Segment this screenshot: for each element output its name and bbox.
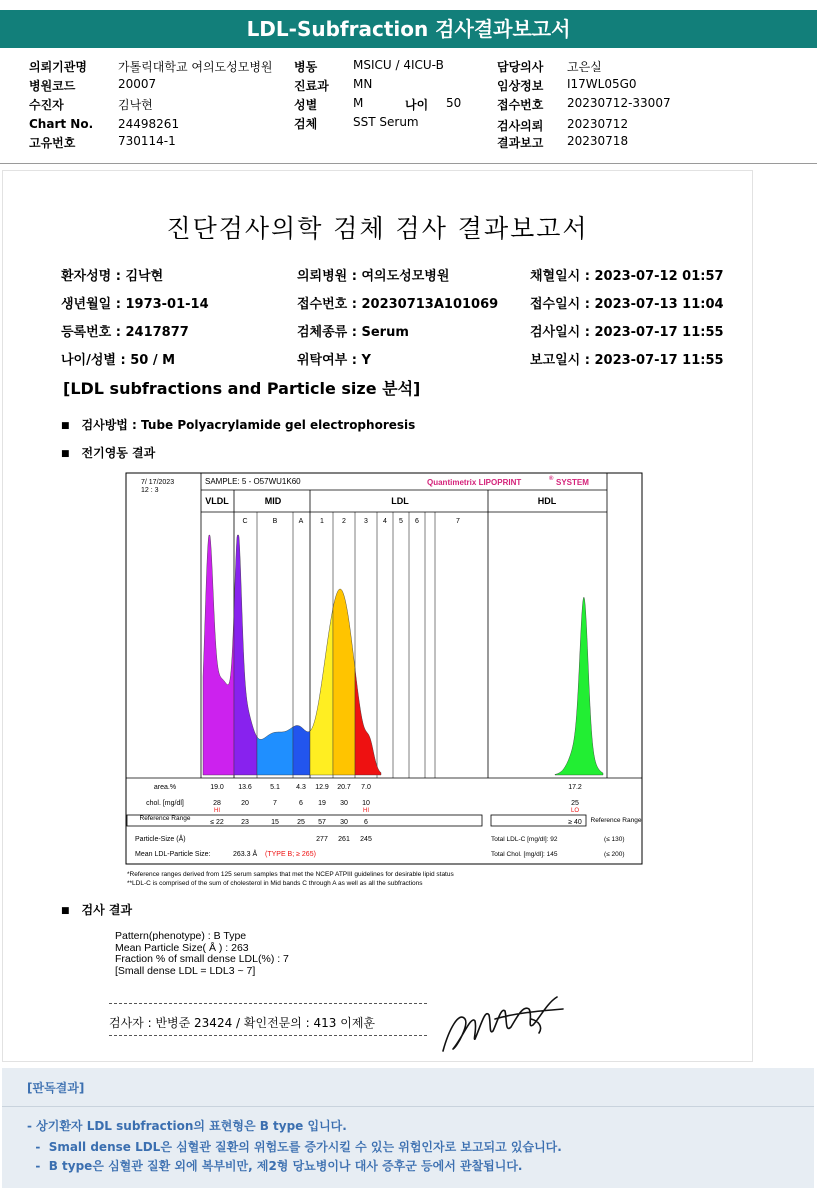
hdl-chol-flag: LO <box>570 808 580 814</box>
specimen-label: 검체 <box>294 117 318 131</box>
particle-size-value: 245 <box>360 836 372 843</box>
chart-system-suffix: SYSTEM <box>556 478 589 487</box>
patient-label: 수진자 <box>29 98 64 112</box>
info-collection-time: 채혈일시 : 2023-07-12 01:57 <box>530 269 724 284</box>
signature-text: 검사자 : 반병준 23424 / 확인전문의 : 413 이제훈 <box>109 1016 376 1030</box>
chart-date: 7/ 17/2023 <box>141 479 175 486</box>
ref-value: 25 <box>297 819 305 826</box>
mean-size-label: Mean LDL-Particle Size: <box>135 851 211 858</box>
sex-value: M <box>353 96 364 110</box>
report-date-label: 결과보고 <box>497 136 544 150</box>
electrophoresis-item: ■ 전기영동 결과 <box>61 444 155 461</box>
info-birth-date: 생년월일 : 1973-01-14 <box>61 297 209 312</box>
info-report-time: 보고일시 : 2023-07-17 11:55 <box>530 353 724 368</box>
unique-no-label: 고유번호 <box>29 136 76 150</box>
band-label-4: 4 <box>383 518 387 525</box>
chol-flag: HI <box>214 808 220 814</box>
ward-label: 병동 <box>294 60 318 74</box>
info-age-sex: 나이/성별 : 50 / M <box>61 353 176 368</box>
doctor-value: 고은실 <box>567 60 602 74</box>
group-label-mid: MID <box>264 496 282 506</box>
report-document <box>2 170 753 1062</box>
signature-top-line <box>109 1003 427 1004</box>
particle-size-value: 261 <box>338 836 350 843</box>
mean-size-type: (TYPE B; ≥ 265) <box>265 851 316 858</box>
band-label-5: 5 <box>399 518 403 525</box>
chart-no-value: 24498261 <box>118 117 180 131</box>
row-label-size: Particle-Size (Å) <box>135 836 186 843</box>
footnote-1: *Reference ranges derived from 125 serum samples that met the NCEP ATPIII guidelines for desirable lipid status <box>127 871 454 878</box>
report-title-bar: LDL-Subfraction 검사결과보고서 <box>0 10 817 48</box>
area-value: 19.0 <box>210 784 224 791</box>
chol-value: 7 <box>273 800 277 807</box>
opinion-line-2: - Small dense LDL은 심혈관 질환의 위험도를 증가시킬 수 있는 위험인자로 보고되고 있습니다. <box>27 1140 562 1154</box>
receipt-no-label: 접수번호 <box>497 98 544 112</box>
ref-value: 57 <box>318 819 326 826</box>
hospital-value: 가톨릭대학교 여의도성모병원 <box>118 60 273 74</box>
result-small-dense-fraction: Fraction % of small dense LDL(%) : 7 <box>115 953 289 965</box>
ref-value: 15 <box>271 819 279 826</box>
unique-no-value: 730114-1 <box>118 134 176 148</box>
group-label-vldl: VLDL <box>205 496 229 506</box>
area-value: 7.0 <box>361 784 371 791</box>
group-label-hdl: HDL <box>537 496 557 506</box>
ref-value: 23 <box>241 819 249 826</box>
area-value: 13.6 <box>238 784 252 791</box>
hospital-code-label: 병원코드 <box>29 79 76 93</box>
info-patient-name: 환자성명 : 김낙현 <box>61 269 164 284</box>
group-label-ldl: LDL <box>391 496 409 506</box>
opinion-line-1: - 상기환자 LDL subfraction의 표현형은 B type 입니다. <box>27 1119 347 1133</box>
ref-value: ≤ 22 <box>210 819 224 826</box>
opinion-divider <box>2 1106 814 1107</box>
row-label-ref: Reference Range <box>139 815 191 822</box>
clinical-info-value: I17WL05G0 <box>567 77 637 91</box>
result-small-dense-definition: [Small dense LDL = LDL3 ~ 7] <box>115 964 256 977</box>
row-label-area: area.% <box>153 784 177 791</box>
area-value: 20.7 <box>337 784 351 791</box>
age-label: 나이 <box>405 98 429 112</box>
result-lines <box>115 931 289 977</box>
info-hospital: 의뢰병원 : 여의도성모병원 <box>297 269 450 284</box>
ref-value: 6 <box>364 819 368 826</box>
patient-value: 김낙현 <box>118 98 153 112</box>
info-receipt-time: 접수일시 : 2023-07-13 11:04 <box>530 297 724 312</box>
result-mean-size: Mean Particle Size( Å ) : 263 <box>115 941 249 954</box>
doctor-label: 담당의사 <box>497 60 544 74</box>
chol-value: 30 <box>340 800 348 807</box>
request-date-value: 20230712 <box>567 117 629 131</box>
band-label-3: 3 <box>364 518 368 525</box>
opinion-line-3: - B type은 심혈관 질환 외에 복부비만, 제2형 당뇨병이나 대사 증후군 등에서 관찰됩니다. <box>27 1159 523 1173</box>
band-label-b: B <box>272 518 278 525</box>
chol-value: 28 <box>213 800 221 807</box>
specimen-value: SST Serum <box>353 115 419 129</box>
hdl-area-value: 17.2 <box>568 784 582 791</box>
header-divider <box>0 163 817 164</box>
total-ldl-ref: (≤ 130) <box>604 836 625 843</box>
chol-value: 20 <box>241 800 249 807</box>
ref-header: Reference Range <box>590 817 642 824</box>
age-value: 50 <box>446 96 462 110</box>
clinical-info-label: 임상정보 <box>497 79 544 93</box>
chart-no-label: Chart No. <box>29 117 94 131</box>
result-pattern: Pattern(phenotype) : B Type <box>115 930 247 942</box>
result-heading-item: ■ 검사 결과 <box>61 901 132 918</box>
band-label-a: A <box>298 518 304 525</box>
department-value: MN <box>353 77 373 91</box>
chart-system-name: Quantimetrix LIPOPRINT <box>427 478 522 487</box>
band-label-1: 1 <box>320 518 324 525</box>
chol-flag: HI <box>363 808 369 814</box>
method-item: ■ 검사방법 : Tube Polyacrylamide gel electrophoresis <box>61 416 415 433</box>
total-chol-ref: (≤ 200) <box>604 851 625 858</box>
area-value: 4.3 <box>296 784 306 791</box>
ward-value: MSICU / 4ICU-B <box>353 58 444 72</box>
report-date-value: 20230718 <box>567 134 629 148</box>
mid-a-peak <box>293 726 310 776</box>
section-title: [LDL subfractions and Particle size 분석] <box>63 379 421 398</box>
chart-registered-mark: ® <box>549 476 554 482</box>
band-label-2: 2 <box>342 518 346 525</box>
particle-size-value: 277 <box>316 836 328 843</box>
doctor-signature-image <box>435 989 575 1059</box>
chol-value: 10 <box>362 800 370 807</box>
area-value: 12.9 <box>315 784 329 791</box>
info-receipt-no: 접수번호 : 20230713A101069 <box>297 297 499 312</box>
department-label: 진료과 <box>294 79 329 93</box>
total-chol: Total Chol. [mg/dl]: 145 <box>491 851 558 858</box>
sex-label: 성별 <box>294 98 318 112</box>
row-label-chol: chol. [mg/dl] <box>146 800 184 807</box>
request-date-label: 검사의뢰 <box>497 119 544 133</box>
band-label-6: 6 <box>415 518 419 525</box>
chart-sample: SAMPLE: 5 - O57WU1K60 <box>205 477 301 486</box>
footnote-2: **LDL-C is comprised of the sum of cholesterol in Mid bands C through A as well as all the subfractions <box>127 880 423 887</box>
lipoprint-chart <box>125 472 645 892</box>
receipt-no-value: 20230712-33007 <box>567 96 671 110</box>
opinion-panel <box>2 1068 814 1188</box>
total-ldl: Total LDL-C [mg/dl]: 92 <box>491 836 558 843</box>
chart-time: 12 : 3 <box>141 487 159 494</box>
chol-value: 19 <box>318 800 326 807</box>
info-consignment: 위탁여부 : Y <box>297 353 371 368</box>
area-value: 5.1 <box>270 784 280 791</box>
signature-bottom-line <box>109 1035 427 1036</box>
hdl-chol-value: 25 <box>571 800 579 807</box>
hospital-label: 의뢰기관명 <box>29 60 87 74</box>
ref-value: 30 <box>340 819 348 826</box>
info-registration-no: 등록번호 : 2417877 <box>61 325 189 340</box>
band-label-c: C <box>242 518 248 525</box>
hdl-ref-value: ≥ 40 <box>568 819 582 826</box>
band-label-7: 7 <box>456 518 460 525</box>
chol-value: 6 <box>299 800 303 807</box>
info-specimen-type: 검체종류 : Serum <box>297 325 409 340</box>
opinion-title: [판독결과] <box>27 1081 85 1095</box>
document-title: 진단검사의학 검체 검사 결과보고서 <box>166 214 589 243</box>
mean-size-value: 263.3 Å <box>233 851 258 858</box>
info-test-time: 검사일시 : 2023-07-17 11:55 <box>530 325 724 340</box>
hospital-code-value: 20007 <box>118 77 157 91</box>
